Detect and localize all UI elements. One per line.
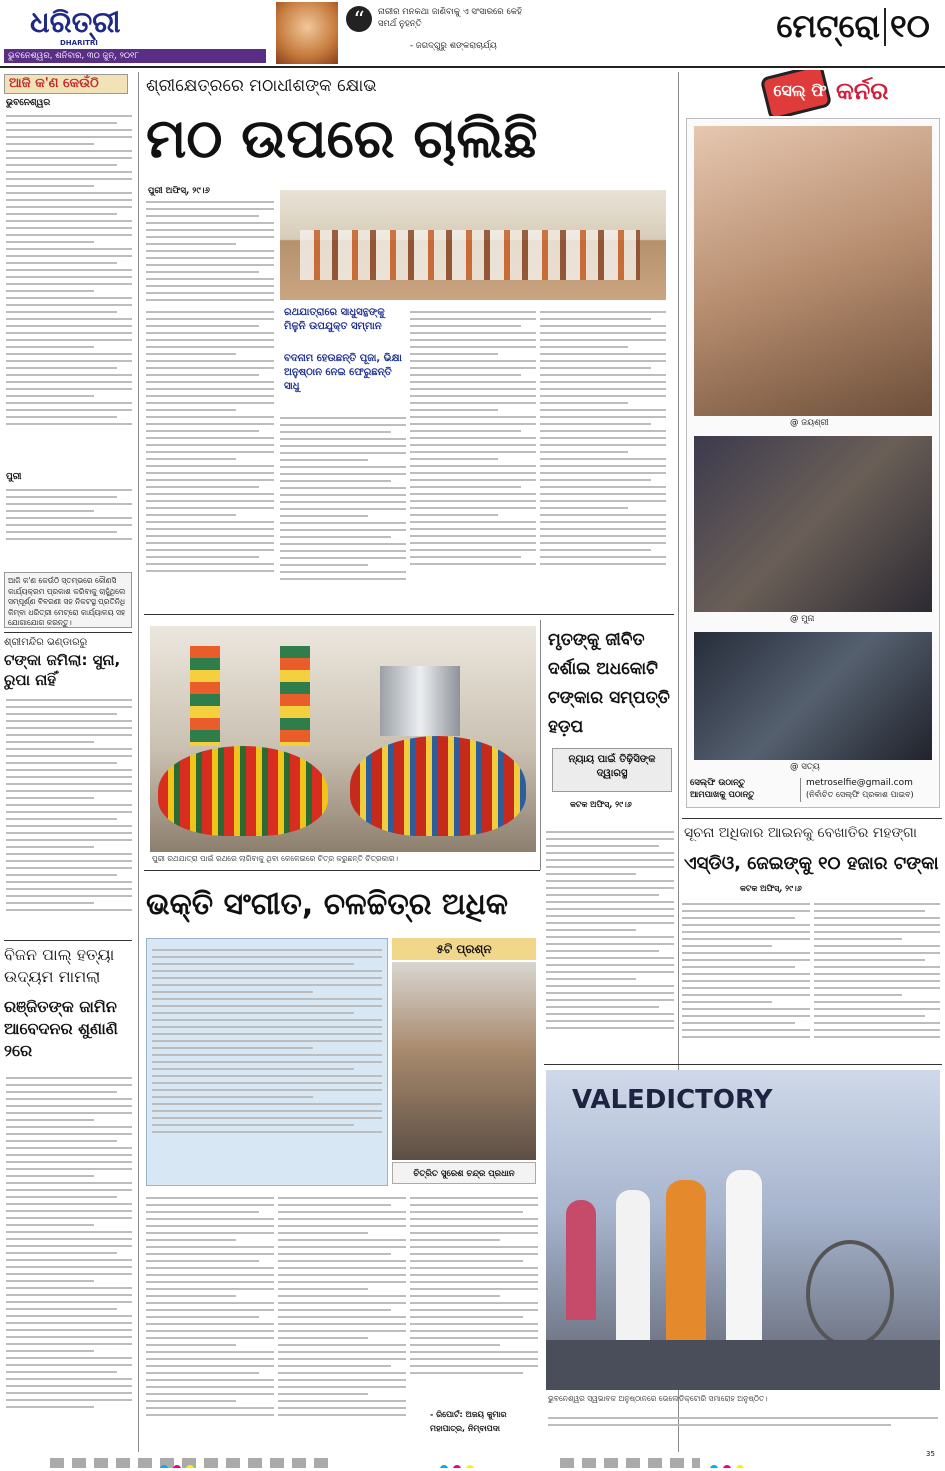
portrait-photo [392,962,536,1160]
music-qa-col1 [146,1192,274,1448]
sidebar-rule-1 [4,632,132,633]
lead-col2 [280,412,406,608]
story2-body [6,1072,132,1448]
quote-author: - ଜଗଦ୍ଗୁରୁ ଶଙ୍କରାଚାର୍ଯ୍ୟ [410,41,497,51]
masthead-rule [0,66,945,68]
selfie-caption-1: @ ଜୟଶ୍ରୀ [790,418,829,428]
rti-kicker: ସୂଚନା ଅଧିକାର ଆଇନକୁ ବେଖାତିର ମହଙ୍ଗା [684,825,917,841]
events-heading: ଆଜି କ'ଣ କେଉଁଠି [4,74,128,94]
sidebar-rule-2 [4,940,132,941]
selfie-email-link[interactable]: metroselfie@gmail.com [806,778,913,788]
section-title: ମେଟ୍ରୋ [776,7,880,45]
ceremony-photo [546,1070,940,1390]
music-headline: ଭକ୍ତି ସଂଗୀତ, ଚଳଚ୍ଚିତ୍ର ଅଧିକ [146,887,509,922]
lead-col4 [540,306,666,606]
selfie-footer-l1: ସେଲ୍ଫି ଉଠାନ୍ତୁ [690,778,745,788]
registration-dots-1 [160,1458,200,1468]
print-page-mark: 35 [926,1450,935,1458]
portrait-caption: ଚିତ୍ରିତ ସୁରେଶ ଚନ୍ଦ୍ର ପ୍ରଧାନ [392,1162,536,1184]
events-list [6,110,132,470]
print-color-bar-right [560,1458,700,1468]
music-qa-col3 [410,1192,538,1402]
ceremony-caption-lines [548,1412,938,1436]
masthead-quote: ନାରୀର ମନକଥା ଜାଣିବାକୁ ଏ ସଂସାରରେ କେହି ସମର୍ଥ ନୁହନ୍ତି [378,7,522,29]
meeting-photo [280,190,666,300]
selfie-banner [682,70,940,116]
rti-top-rule [682,818,942,819]
masthead [0,0,945,66]
sage-portrait [276,2,338,64]
lead-dateline: ପୁରୀ ଅଫିସ୍, ୨୯।୬ [148,186,210,196]
lead-col3 [410,306,536,606]
lead-col1-bottom [146,306,274,606]
selfie-photo-1 [694,126,932,416]
five-questions-heading: ୫ଟି ପ୍ରଶ୍ନ [392,938,536,960]
rti-headline: ଏସ୍‌ଡିଓ, ଜେଇଙ୍କୁ ୧୦ ହଜାର ଟଙ୍କା [684,853,939,874]
selfie-footer-note: (ନିର୍ବାଚିତ ସେଲ୍ଫି ପ୍ରକାଶ ପାଇବ) [806,790,914,799]
pull-quote-2: ବଦନାମ ହେଉଛନ୍ତି ପୂଜା, ଭିକ୍ଷା ଅନୁଷ୍ଠାନ ନେଇ ଫେରୁଛନ୍ତି ସାଧୁ [284,353,402,392]
rti-bottom-rule [544,1064,942,1065]
selfie-photo-3 [694,632,932,760]
rti-dateline: କଟକ ଅଫିସ୍, ୨୯।୬ [740,884,802,893]
ceremony-banner-text: VALEDICTORY [572,1085,773,1115]
story2-kicker: ବିଜନ ପାଲ୍ ହତ୍ୟା ଉଦ୍ୟମ ମାମଲା [4,945,115,986]
music-intro-text [152,944,382,1180]
story1-headline: ଟଙ୍କା ଜମିଲା: ସୁନା, ରୁପା ନାହିଁ [4,651,121,689]
music-qa-col2 [278,1192,406,1448]
selfie-caption-2: @ ମୁନା [790,614,815,624]
section-divider [884,8,886,46]
music-byline-2: ମହାପାତ୍ର, ନିମ୍ବାପଦା [430,1424,500,1433]
rti-body-col1 [682,898,810,1060]
lead-kicker: ଶ୍ରୀକ୍ଷେତ୍ରରେ ମଠାଧୀଶଙ୍କ କ୍ଷୋଭ [146,76,377,96]
city-label-puri: ପୁରୀ [6,472,22,482]
registration-dots-2 [440,1458,480,1468]
selfie-photo-2 [694,436,932,612]
lead-col1-top [146,196,274,306]
rti-body-col2 [814,898,940,1060]
chariot-photo-caption: ପୁରୀ ରଥଯାତ୍ରା ପାଇଁ ରଥରେ ଲାଗିବାକୁ ଥିବା କେଳେଇରେ ଚିତ୍ର କରୁଛନ୍ତି ଚିତ୍ରକାର। [152,854,398,863]
selfie-caption-3: @ ସତ୍ୟ [790,762,820,772]
music-byline-1: - ରିପୋର୍ଟ: ଅଜୟ କୁମାର [430,1410,507,1419]
events-note: ଆଜି କ'ଣ କେଉଁଠି ସ୍ତମ୍ଭରେ କୌଣସି କାର୍ଯ୍ୟକ୍ରମ ପ୍ରକାଶ କରିବାକୁ ଚାହୁଁଥିଲେ ସମ୍ପୂର୍ଣ୍ଣ ବିବରଣୀ ସହ ନିକଟସ୍ଥ ପ୍ରତିନିଧି କିମ୍ବା ଧରିତ୍ରୀ ମେଟ୍ରୋ କାର୍ଯ୍ୟାଳୟ ସହ ଯୋଗାଯୋଗ କରନ୍ତୁ। [4,572,132,628]
selfie-footer-divider [800,778,801,802]
selfie-banner-left: ସେଲ୍ ଫି [773,81,827,100]
selfie-banner-right: କର୍ନର [836,77,889,105]
pull-quote-1: ରଥଯାତ୍ରାରେ ସାଧୁସନ୍ଥଙ୍କୁ ମିଳୁନି ଉପଯୁକ୍ତ ସମ୍ମାନ [284,307,385,332]
ceremony-caption: ଭୁବନେଶ୍ୱର ସ୍ୱଭାବକ ଅନୁଷ୍ଠାନରେ ଭେଲେଡିକ୍ଟୋରି ସମାରୋହ ଅନୁଷ୍ଠିତ। [548,1394,768,1403]
selfie-footer-l2: ଆମପାଖକୁ ପଠାନ୍ତୁ [690,790,755,800]
fraud-subhead: ନ୍ୟାୟ ପାଇଁ ତିଢ଼ିସିଙ୍କ ଦ୍ୱାରସ୍ଥ [552,748,672,792]
dateline-bar: ଭୁବନେଶ୍ୱର, ଶନିବାର, ୩୦ ଜୁନ୍, ୨୦୧୮ [4,49,266,63]
story2-headline: ରଞ୍ଜିତଙ୍କ ଜାମିନ ଆବେଦନର ଶୁଣାଣି ୨ରେ [4,997,118,1060]
newspaper-logo: ଧରିତ୍ରୀ [30,5,121,39]
lead-headline: ମଠ ଉପରେ ଚାଲିଛି [146,107,538,170]
sidebar-divider [138,72,139,1452]
fraud-body-col1 [546,826,674,1056]
story1-body [6,694,132,934]
story1-kicker: ଶ୍ରୀମନ୍ଦିର ଭଣ୍ଡାରରୁ [4,637,88,648]
events-list-puri [6,484,132,564]
fraud-dateline: କଟକ ଅଫିସ୍, ୨୯।୬ [570,800,632,809]
page-number: ୧୦ [890,7,930,45]
fraud-headline: ମୃତଙ୍କୁ ଜୀବିତ ଦର୍ଶାଇ ଅଧକୋଟି ଟଙ୍କାର ସମ୍ପତ୍ତି ହଡ଼ପ [548,630,670,737]
mid-rule-1 [144,870,540,871]
registration-dots-3 [710,1458,750,1468]
fraud-rti-divider [678,820,679,1060]
quote-icon: “ [346,6,372,32]
logo-subtitle: DHARITRI [60,39,98,47]
lead-bottom-rule [144,614,674,615]
city-label-bhubaneswar: ଭୁବନେଶ୍ୱର [6,98,51,108]
fraud-divider [540,620,541,870]
chariot-artisans-photo [150,626,536,852]
